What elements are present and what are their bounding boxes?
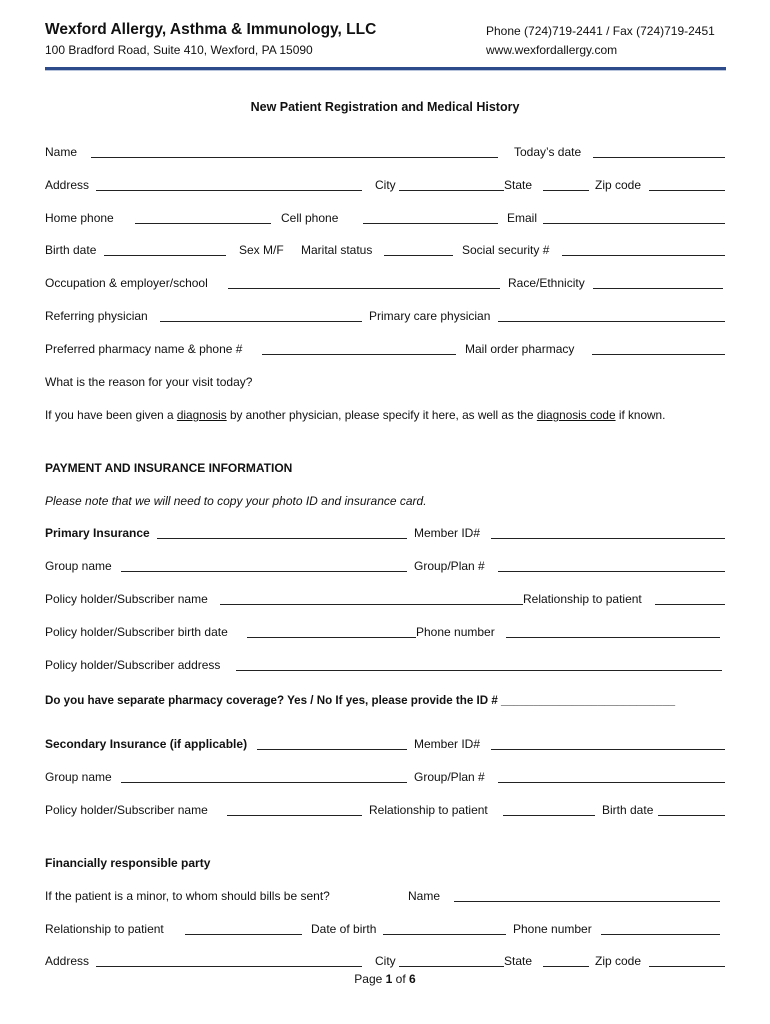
primary-holder-address-field[interactable] [236,670,722,671]
pharmacy-coverage-question: Do you have separate pharmacy coverage? Yes / No If yes, please provide the ID # ___________________________ [45,694,676,707]
financial-city-field[interactable] [399,966,504,967]
sex-label: Sex M/F [239,243,284,257]
secondary-group-name-field[interactable] [121,782,407,783]
primary-care-field[interactable] [498,321,725,322]
financial-name-label: Name [408,889,441,903]
secondary-insurance-field[interactable] [257,749,407,750]
primary-group-plan-field[interactable] [498,571,725,572]
secondary-relationship-field[interactable] [503,815,595,816]
marital-status-field[interactable] [384,255,453,256]
home-phone-label: Home phone [45,211,114,225]
address-label: Address [45,178,90,192]
secondary-policy-holder-field[interactable] [227,815,362,816]
occupation-label: Occupation & employer/school [45,276,208,290]
practice-name: Wexford Allergy, Asthma & Immunology, LLC [45,21,377,38]
birth-date-label: Birth date [45,243,97,257]
occupation-field[interactable] [228,288,500,289]
state-field[interactable] [543,190,589,191]
primary-insurance-field[interactable] [157,538,407,539]
mail-order-field[interactable] [592,354,725,355]
practice-phone-fax: Phone (724)719-2441 / Fax (724)719-2451 [486,24,715,38]
practice-address: 100 Bradford Road, Suite 410, Wexford, PA 15090 [45,43,313,57]
practice-website: www.wexfordallergy.com [486,43,618,57]
pharmacy-label: Preferred pharmacy name & phone # [45,342,243,356]
page-number: 1 [385,972,393,986]
primary-phone-label: Phone number [416,625,495,639]
primary-member-id-label: Member ID# [414,526,481,540]
primary-member-id-field[interactable] [491,538,725,539]
race-label: Race/Ethnicity [508,276,585,290]
primary-policy-holder-field[interactable] [220,604,523,605]
secondary-group-name-label: Group name [45,770,112,784]
financial-zip-field[interactable] [649,966,725,967]
pharmacy-field[interactable] [262,354,456,355]
financial-state-label: State [504,954,533,968]
diagnosis-question: If you have been given a diagnosis by another physician, please specify it here, as well as the diagnosis code if known. [45,408,666,422]
secondary-birth-date-field[interactable] [658,815,725,816]
city-label: City [375,178,396,192]
home-phone-field[interactable] [135,223,271,224]
header-rule-shadow [45,70,726,71]
primary-relationship-label: Relationship to patient [523,592,642,606]
financial-zip-label: Zip code [595,954,642,968]
financial-address-field[interactable] [96,966,362,967]
zip-field[interactable] [649,190,725,191]
birth-date-field[interactable] [104,255,226,256]
financial-state-field[interactable] [543,966,589,967]
primary-insurance-label: Primary Insurance [45,526,150,540]
primary-policy-holder-label: Policy holder/Subscriber name [45,592,208,606]
name-field[interactable] [91,157,498,158]
name-label: Name [45,145,78,159]
financial-city-label: City [375,954,396,968]
social-security-label: Social security # [462,243,550,257]
state-label: State [504,178,533,192]
financial-phone-field[interactable] [601,934,720,935]
city-field[interactable] [399,190,504,191]
email-label: Email [507,211,538,225]
cell-phone-label: Cell phone [281,211,339,225]
financial-dob-label: Date of birth [311,922,377,936]
primary-holder-address-label: Policy holder/Subscriber address [45,658,221,672]
primary-group-plan-label: Group/Plan # [414,559,485,573]
primary-phone-field[interactable] [506,637,720,638]
mail-order-label: Mail order pharmacy [465,342,575,356]
form-title: New Patient Registration and Medical History [250,100,520,114]
financial-phone-label: Phone number [513,922,592,936]
primary-holder-birth-field[interactable] [247,637,416,638]
diagnosis-word: diagnosis [176,408,227,422]
social-security-field[interactable] [562,255,725,256]
secondary-member-id-label: Member ID# [414,737,481,751]
minor-question: If the patient is a minor, to whom should bills be sent? [45,889,330,903]
insurance-note: Please note that we will need to copy your photo ID and insurance card. [45,494,427,508]
reason-question: What is the reason for your visit today? [45,375,253,389]
cell-phone-field[interactable] [363,223,498,224]
zip-label: Zip code [595,178,642,192]
todays-date-field[interactable] [593,157,725,158]
insurance-section-title: PAYMENT AND INSURANCE INFORMATION [45,461,293,475]
secondary-birth-date-label: Birth date [602,803,654,817]
secondary-policy-holder-label: Policy holder/Subscriber name [45,803,208,817]
primary-care-label: Primary care physician [369,309,491,323]
todays-date-label: Today’s date [514,145,582,159]
page-footer: Page 1 of 6 [354,972,416,986]
financial-relationship-label: Relationship to patient [45,922,164,936]
primary-group-name-label: Group name [45,559,112,573]
secondary-group-plan-field[interactable] [498,782,725,783]
race-field[interactable] [593,288,723,289]
primary-holder-birth-label: Policy holder/Subscriber birth date [45,625,228,639]
address-field[interactable] [96,190,362,191]
referring-physician-field[interactable] [160,321,362,322]
diagnosis-code-word: diagnosis code [536,408,616,422]
financial-address-label: Address [45,954,90,968]
primary-relationship-field[interactable] [655,604,725,605]
financial-dob-field[interactable] [383,934,506,935]
referring-physician-label: Referring physician [45,309,148,323]
secondary-insurance-label: Secondary Insurance (if applicable) [45,737,248,751]
secondary-member-id-field[interactable] [491,749,725,750]
financial-section-title: Financially responsible party [45,856,211,870]
marital-status-label: Marital status [301,243,373,257]
secondary-relationship-label: Relationship to patient [369,803,488,817]
secondary-group-plan-label: Group/Plan # [414,770,485,784]
financial-name-field[interactable] [454,901,720,902]
page-total: 6 [409,972,416,986]
primary-group-name-field[interactable] [121,571,407,572]
email-field[interactable] [543,223,725,224]
financial-relationship-field[interactable] [185,934,302,935]
